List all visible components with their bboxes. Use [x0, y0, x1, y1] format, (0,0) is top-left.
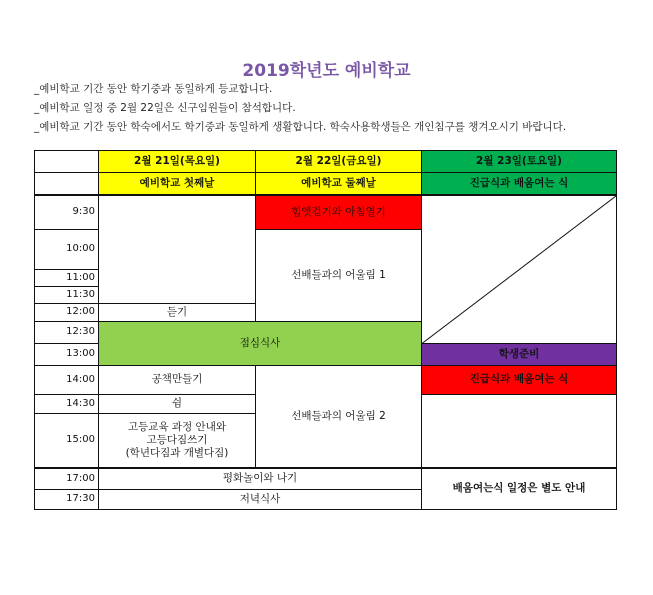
day2-opening: 힘엣걷기와 아침열기	[256, 195, 422, 230]
day2-seniors-1: 선배들과의 어울림 1	[256, 230, 422, 322]
day1-name: 예비학교 첫째날	[99, 173, 256, 195]
diagonal-line	[422, 196, 616, 344]
day3-prep: 학생준비	[422, 344, 617, 366]
day1-date: 2월 21일(목요일)	[99, 151, 256, 173]
corner-cell	[35, 173, 99, 195]
day3-ceremony: 진급식과 배움여는 식	[422, 366, 617, 395]
day1-rest: 쉼	[99, 395, 256, 414]
note-line: _예비학교 일정 중 2월 22일은 신구임원들이 참석합니다.	[34, 102, 296, 114]
note-line: _예비학교 기간 동안 학기중과 동일하게 등교합니다.	[34, 83, 273, 95]
day3-blank	[422, 395, 617, 468]
time-cell: 14:30	[35, 395, 99, 414]
day3-separate-notice: 배움여는식 일정은 별도 안내	[422, 468, 617, 510]
time-cell: 17:30	[35, 490, 99, 510]
dinner: 저녁식사	[99, 490, 422, 510]
day1-blank	[99, 195, 256, 304]
day3-name: 진급식과 배움여는 식	[422, 173, 617, 195]
day3-empty-diagonal	[422, 195, 617, 344]
course-guide-line: (학년다짐과 개별다짐)	[125, 446, 229, 459]
time-cell: 13:00	[35, 344, 99, 366]
time-cell: 17:00	[35, 468, 99, 490]
time-cell: 11:00	[35, 270, 99, 287]
day2-name: 예비학교 둘째날	[256, 173, 422, 195]
day3-date: 2월 23일(토요일)	[422, 151, 617, 173]
time-cell: 12:00	[35, 304, 99, 322]
day1-notebook: 공책만들기	[99, 366, 256, 395]
day2-date: 2월 22일(금요일)	[256, 151, 422, 173]
course-guide-line: 고등다짐쓰기	[146, 433, 208, 446]
time-cell: 9:30	[35, 195, 99, 230]
page-title: 2019학년도 예비학교	[242, 61, 411, 81]
day1-listen: 듣기	[99, 304, 256, 322]
time-cell: 12:30	[35, 322, 99, 344]
lunch-cell: 점심식사	[99, 322, 422, 366]
time-cell: 14:00	[35, 366, 99, 395]
course-guide-line: 고등교육 과정 안내와	[128, 420, 226, 433]
time-cell: 11:30	[35, 287, 99, 304]
time-cell: 15:00	[35, 414, 99, 468]
peace-play: 평화놀이와 나기	[99, 468, 422, 490]
time-cell: 10:00	[35, 230, 99, 270]
day1-course-guide	[99, 414, 256, 468]
note-line: _예비학교 기간 동안 학숙에서도 학기중과 동일하게 생활합니다. 학숙사용학생들은 개인침구를 챙겨오시기 바랍니다.	[34, 121, 567, 133]
corner-cell	[35, 151, 99, 173]
day2-seniors-2: 선배들과의 어울림 2	[256, 366, 422, 468]
schedule-table	[34, 150, 617, 510]
